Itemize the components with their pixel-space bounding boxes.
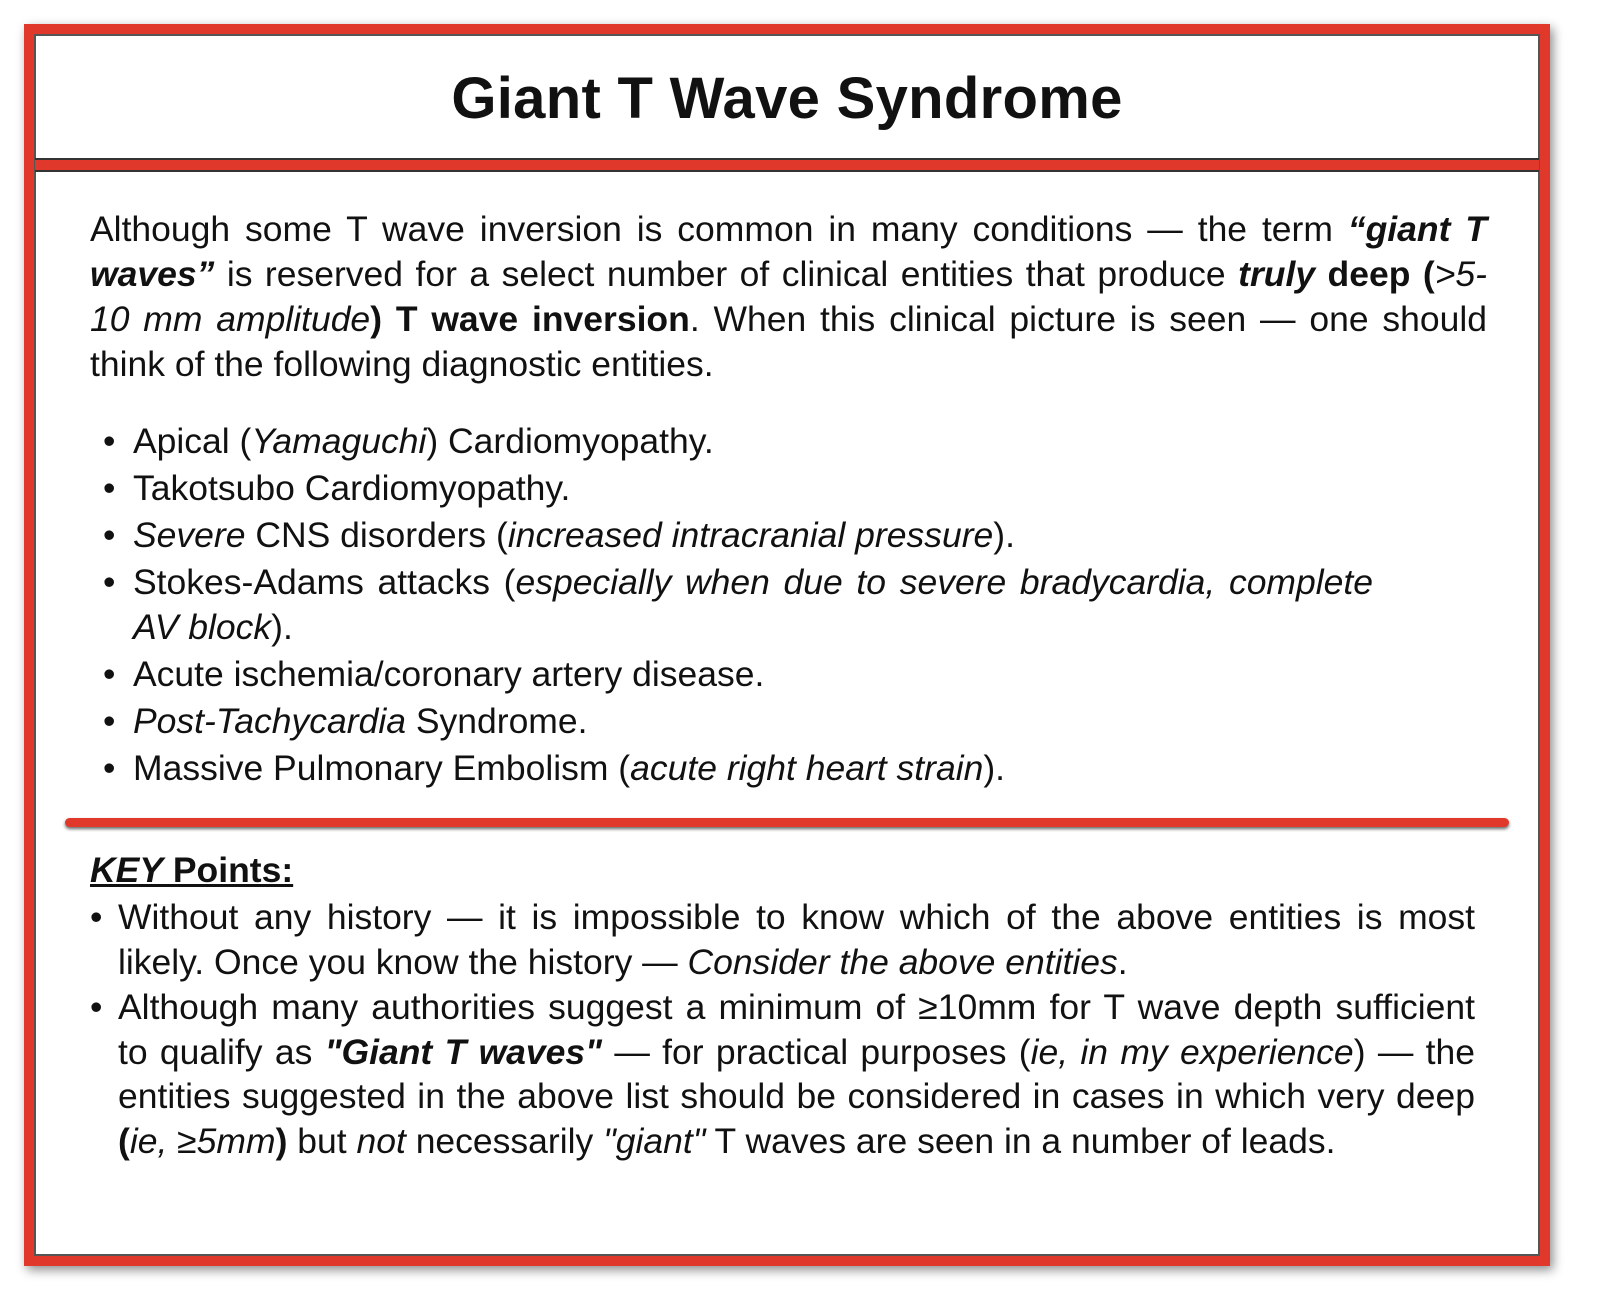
list-item-italic: acute right heart strain	[630, 748, 984, 788]
list-item-text: CNS disorders (	[245, 515, 508, 555]
list-item-text: Takotsubo Cardiomyopathy.	[133, 468, 571, 508]
intro-text: Although some T wave inversion is common in many conditions — the term	[90, 209, 1348, 249]
title-bar	[35, 35, 1539, 161]
document-frame	[24, 24, 1550, 1266]
key-point-text: Although many authorities suggest a minimum of ≥10mm for T wave depth sufficient to qualify as	[118, 987, 1475, 1072]
list-item-italic: Yamaguchi	[251, 421, 427, 461]
key-points-list	[90, 895, 1475, 1163]
list-item-text: ) Cardiomyopathy.	[426, 421, 714, 461]
list-item-text: Syndrome.	[405, 701, 588, 741]
list-item-text: ).	[993, 515, 1015, 555]
list-item-text: Stokes-Adams attacks (	[133, 562, 516, 602]
key-point-text: .	[1117, 941, 1128, 982]
list-item-italic: especially when due to severe bradycardia, complete AV block	[133, 562, 1373, 647]
intro-text: is reserved for a select number of clinical entities that produce	[214, 254, 1239, 294]
intro-amplitude: >5-10 mm amplitude	[90, 254, 1487, 339]
key-point-italic: ie, in my experience	[1030, 1031, 1354, 1072]
list-item-text: ).	[271, 607, 293, 647]
list-item-italic: Severe	[133, 515, 246, 555]
key-point-italic: ie, ≥5mm	[129, 1120, 276, 1161]
diagnostic-entities-list	[133, 419, 1373, 793]
key-points-heading	[90, 847, 1475, 893]
list-item-text: Apical (	[133, 421, 252, 461]
list-item	[133, 652, 1373, 697]
list-item	[133, 560, 1373, 650]
key-point-text: — for practical purposes (	[602, 1031, 1031, 1072]
intro-paragraph	[90, 207, 1487, 387]
title-divider	[35, 158, 1539, 172]
key-point-text: but	[287, 1120, 357, 1161]
page-title: Giant T Wave Syndrome	[451, 65, 1123, 131]
key-heading-text: Points:	[163, 850, 294, 890]
key-point-text: ) — the entities suggested in the above list should be considered in cases in which very deep	[118, 1031, 1476, 1116]
intro-emphasis-deep: deep (	[1315, 254, 1435, 294]
key-point	[118, 985, 1475, 1163]
list-item	[133, 699, 1373, 744]
key-point-paren: (	[118, 1120, 130, 1161]
key-point-text: T waves are seen in a number of leads.	[705, 1120, 1336, 1161]
key-point-paren: )	[275, 1120, 288, 1161]
key-point-italic: Consider the above entities	[687, 941, 1118, 982]
key-point	[118, 895, 1475, 984]
list-item-text: ).	[983, 748, 1006, 788]
list-item	[133, 513, 1373, 558]
list-item-text: Acute ischemia/coronary artery disease.	[133, 654, 765, 694]
intro-term-giant-t-waves: “giant T waves”	[90, 209, 1487, 294]
list-item-text: Massive Pulmonary Embolism (	[133, 748, 631, 788]
key-point-text: necessarily	[405, 1120, 604, 1161]
key-points-section	[90, 847, 1475, 1164]
key-point-text: Without any history — it is impossible to know which of the above entities is most likely. Once you know the history —	[118, 897, 1475, 982]
key-point-italic: not	[356, 1120, 406, 1161]
list-item	[133, 746, 1373, 791]
intro-text: . When this clinical picture is seen — one should think of the following diagnostic entities.	[90, 299, 1488, 384]
intro-emphasis-inversion: ) T wave inversion	[370, 299, 690, 339]
key-heading-italic: KEY	[90, 850, 163, 890]
intro-emphasis-truly: truly	[1238, 254, 1316, 294]
list-item	[133, 419, 1373, 464]
section-divider	[65, 818, 1509, 827]
list-item	[133, 466, 1373, 511]
key-point-italic: "giant"	[603, 1120, 706, 1161]
list-item-italic: Post-Tachycardia	[133, 701, 406, 741]
list-item-italic: increased intracranial pressure	[507, 515, 994, 555]
key-point-term-giant-t-waves: "Giant T waves"	[324, 1031, 602, 1072]
